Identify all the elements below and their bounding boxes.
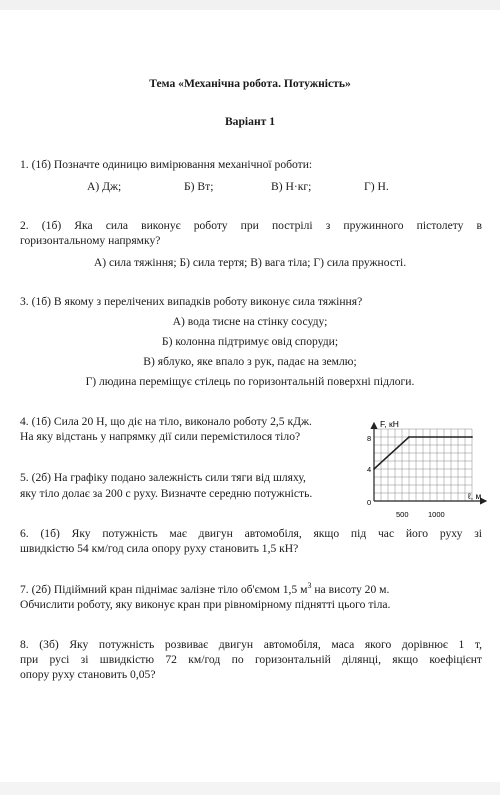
x-axis-label: ℓ, м xyxy=(468,491,482,501)
force-distance-graph xyxy=(360,417,492,525)
question-4-text-line1: 4. (1б) Сила 20 Н, що діє на тіло, виконало роботу 2,5 кДж. xyxy=(20,415,312,428)
question-2-options: А) сила тяжіння; Б) сила тертя; В) вага тіла; Г) сила пружності. xyxy=(93,256,407,269)
top-margin xyxy=(0,0,500,10)
variant-title: Варіант 1 xyxy=(224,115,276,128)
question-4-text-line2: На яку відстань у напрямку дії сили перемістилося тіло? xyxy=(20,430,301,443)
question-8-text-line1: 8. (3б) Яку потужність розвиває двигун автомобіля, маса якого дорівнює 1 т, xyxy=(20,638,482,651)
question-7-line1-start: 7. (2б) Підіймний кран піднімає залізне тіло об'ємом 1,5 м xyxy=(20,583,308,596)
question-7-cubic-exponent: 3 xyxy=(307,581,312,591)
question-5-text-line2: яку тіло долає за 200 с руху. Визначте середню потужність. xyxy=(20,487,313,500)
question-1-text: 1. (1б) Позначте одиницю вимірювання механічної роботи: xyxy=(20,158,313,171)
y-tick-8: 8 xyxy=(367,434,372,443)
question-3-option-d: Г) людина переміщує стілець по горизонтальній поверхні підлоги. xyxy=(85,375,415,388)
data-point xyxy=(471,436,473,438)
question-1-option-c: В) Н·кг; xyxy=(271,180,312,193)
question-1-option-a: А) Дж; xyxy=(87,180,122,193)
question-3-option-a: А) вода тисне на стінку сосуду; xyxy=(172,315,328,328)
question-2-text-line2: горизонтальному напрямку? xyxy=(20,234,161,247)
graph-grid xyxy=(374,429,472,501)
bottom-margin xyxy=(0,782,500,795)
question-1-option-d: Г) Н. xyxy=(364,180,389,193)
question-8-text-line2: при русі зі швидкістю 72 км/год по горизонтальній ділянці, якщо коефіцієнт xyxy=(20,653,482,666)
question-3-option-c: В) яблуко, яке впало з рук, падає на землю; xyxy=(143,355,357,368)
data-point xyxy=(373,468,375,470)
question-6-text-line2: швидкістю 54 км/год сила опору руху становить 1,5 кН? xyxy=(20,542,299,555)
question-7-text-line2: Обчислити роботу, яку виконує кран при рівномірному піднятті цього тіла. xyxy=(20,598,391,611)
question-2-text-line1: 2. (1б) Яка сила виконує роботу при пострілі з пружинного пістолету в xyxy=(20,219,482,232)
origin-label: 0 xyxy=(367,498,372,507)
question-8-text-line3: опору руху становить 0,05? xyxy=(20,668,156,681)
question-3-text: 3. (1б) В якому з перелічених випадків роботу виконує сила тяжіння? xyxy=(20,295,363,308)
question-7-line1-end: на висоту 20 м. xyxy=(311,583,390,596)
y-tick-4: 4 xyxy=(367,465,372,474)
question-6-text-line1: 6. (1б) Яку потужність має двигун автомобіля, якщо під час його руху зі xyxy=(20,527,482,540)
question-1-option-b: Б) Вт; xyxy=(184,180,214,193)
page-title: Тема «Механічна робота. Потужність» xyxy=(149,77,351,90)
x-tick-1000: 1000 xyxy=(428,510,445,519)
question-3-option-b: Б) колонна підтримує овід споруди; xyxy=(161,335,339,348)
data-point xyxy=(408,436,410,438)
x-tick-500: 500 xyxy=(396,510,409,519)
question-5-text-line1: 5. (2б) На графіку подано залежність сили тяги від шляху, xyxy=(20,471,306,484)
y-axis-label: F, кН xyxy=(380,419,399,429)
question-7-text-line1 xyxy=(20,582,389,597)
